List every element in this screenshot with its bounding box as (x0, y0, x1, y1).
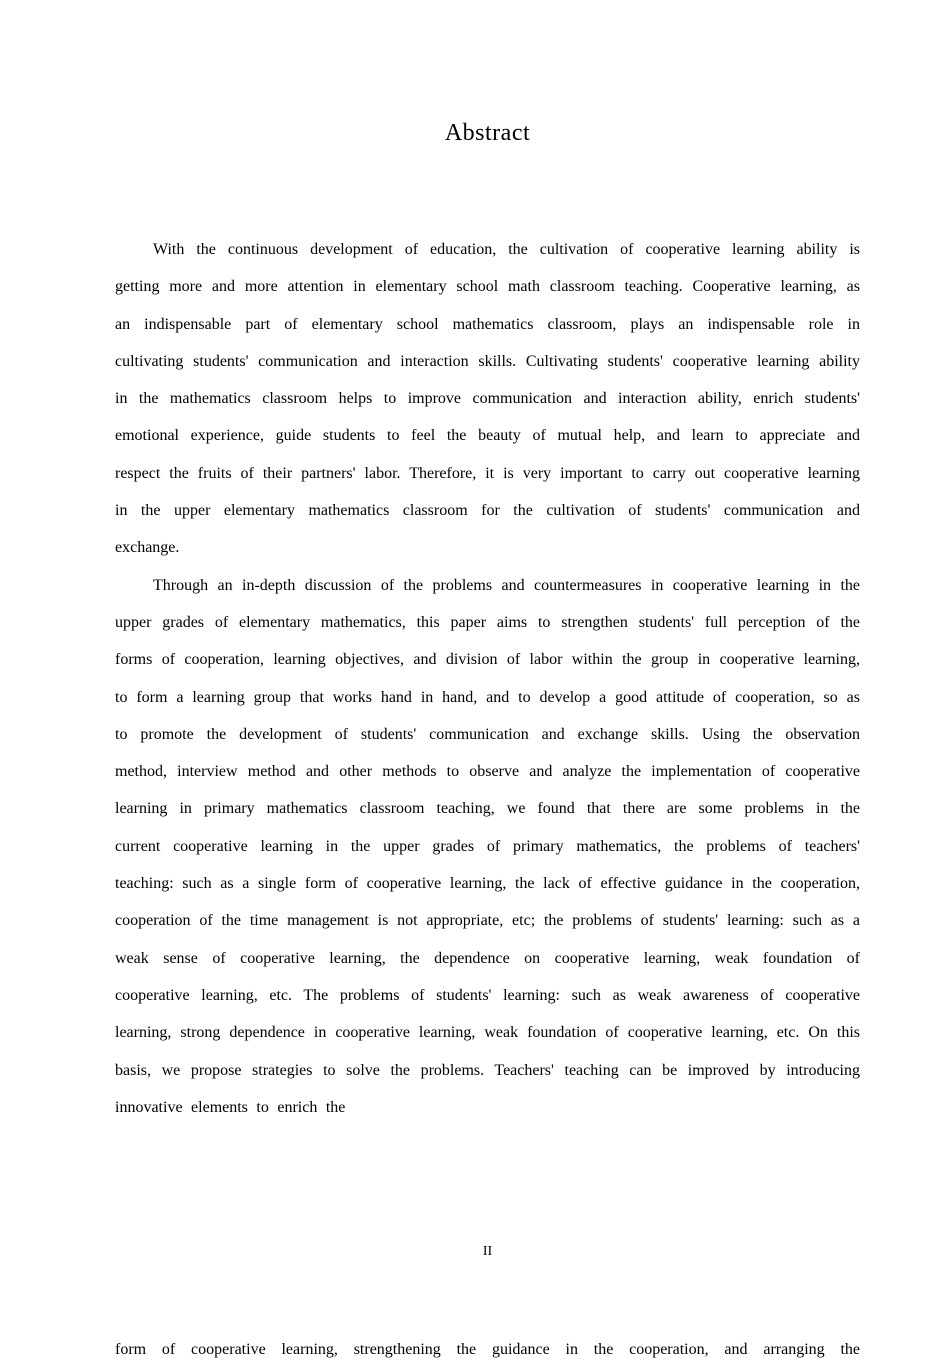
abstract-paragraph-1: With the continuous development of education, the cultivation of cooperative learning ability is getting more and more attention in elementary school math classroom teaching. Cooperative learning, as an indispensable part of elementary school mathematics classroom, plays an indispensable role in cultivating students' communication and interaction skills. Cultivating students' cooperative learning ability in the mathematics classroom helps to improve communication and interaction ability, enrich students' emotional experience, guide students to feel the beauty of mutual help, and learn to appreciate and respect the fruits of their partners' labor. Therefore, it is very important to carry out cooperative learning in the upper elementary mathematics classroom for the cultivation of students' communication and exchange. (115, 241, 860, 557)
page-title: Abstract (444, 120, 531, 146)
abstract-paragraph-2: Through an in-depth discussion of the problems and countermeasures in cooperative learning in the upper grades of elementary mathematics, this paper aims to strengthen students' full perception of the forms of cooperation, learning objectives, and division of labor within the group in cooperative learning, to form a learning group that works hand in hand, and to develop a good attitude of cooperation, so as to promote the development of students' communication and exchange skills. Using the observation method, interview method and other methods to observe and analyze the implementation of cooperative learning in primary mathematics classroom teaching, we found that there are some problems in the current cooperative learning in the upper grades of primary mathematics, the problems of teachers' teaching: such as a single form of cooperative learning, the lack of effective guidance in the cooperation, cooperation of the time management is not appropriate, etc; the problems of students' learning: such as a weak sense of cooperative learning, the dependence on cooperative learning, weak foundation of cooperative learning, etc. The problems of students' learning: such as weak awareness of cooperative learning, strong dependence in cooperative learning, weak foundation of cooperative learning, etc. On this basis, we propose strategies to solve the problems. Teachers' teaching can be improved by introducing innovative elements to enrich the (115, 576, 860, 1116)
next-page-text-fragment: form of cooperative learning, strengthening the guidance in the cooperation, and arranging the (115, 1341, 860, 1358)
abstract-body (115, 231, 860, 1126)
page-number: II (482, 1244, 493, 1259)
